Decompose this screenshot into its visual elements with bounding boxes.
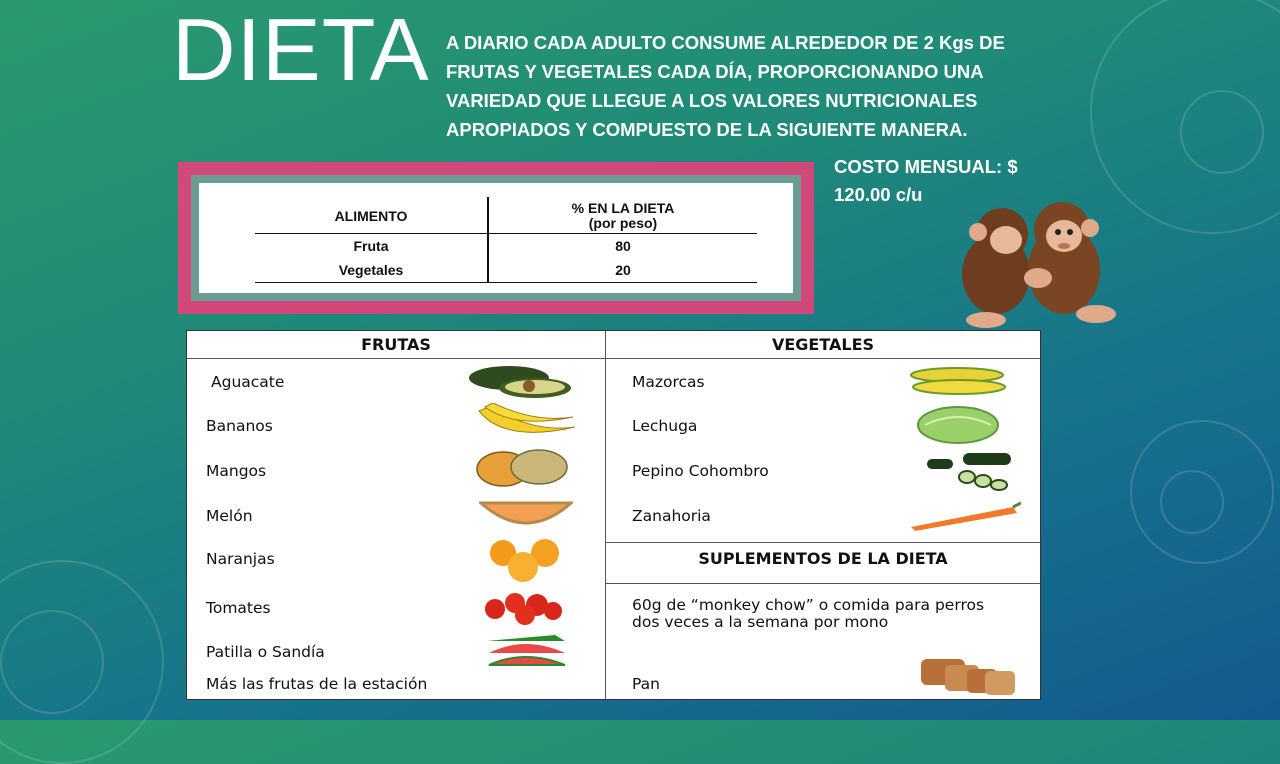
vegetable-item: Lechuga <box>632 417 698 435</box>
bread-icon <box>915 655 1021 697</box>
diet-header-food: ALIMENTO <box>255 197 488 234</box>
slide-title: DIETA <box>172 0 430 99</box>
fruit-item: Patilla o Sandía <box>206 643 325 661</box>
diet-row-food: Vegetales <box>255 258 488 283</box>
carrot-icon <box>909 501 1021 531</box>
vegetable-item: Zanahoria <box>632 507 711 525</box>
oranges-icon <box>483 539 573 583</box>
supplements-top-divider <box>605 542 1040 543</box>
fruit-item: Mangos <box>206 462 267 480</box>
fruit-item: Más las frutas de la estación <box>206 675 428 693</box>
fruit-item: Tomates <box>206 599 271 617</box>
header-divider <box>187 358 1040 359</box>
food-table <box>186 330 1041 700</box>
vegetable-item: Pepino Cohombro <box>632 462 769 480</box>
fruit-item: Bananos <box>206 417 273 435</box>
decorative-ring <box>1180 90 1264 174</box>
bananas-icon <box>475 403 579 443</box>
fruit-item: Aguacate <box>211 373 285 391</box>
diet-header-percent <box>488 197 757 234</box>
cucumber-icon <box>927 453 1013 491</box>
lettuce-icon <box>915 405 1001 445</box>
supplement-text: 60g de “monkey chow” o comida para perros dos veces a la semana por mono <box>632 596 985 631</box>
diet-row-percent: 80 <box>615 238 631 254</box>
mangos-icon <box>473 449 573 489</box>
vegetable-item: Mazorcas <box>632 373 705 391</box>
decorative-ring <box>0 610 104 714</box>
intro-text: A DIARIO CADA ADULTO CONSUME ALREDEDOR DE 2 Kgs DE FRUTAS Y VEGETALES CADA DÍA, PROPORCIONANDO UNA VARIEDAD QUE LLEGUE A LOS VALORES NUTRICIONALES APROPIADOS Y COMPUESTO DE LA SIGUIENTE MANERA. <box>446 32 1005 140</box>
supplement-bread: Pan <box>632 675 660 693</box>
supplements-bottom-divider <box>605 583 1040 584</box>
vegetables-header: VEGETALES <box>771 335 875 354</box>
tomatoes-icon <box>481 589 567 625</box>
monkeys-illustration <box>946 196 1122 330</box>
watermelon-icon <box>485 631 567 667</box>
fruit-item: Melón <box>206 507 253 525</box>
diet-table-panel <box>199 183 793 293</box>
fruits-header: FRUTAS <box>361 335 431 354</box>
diet-row-food: Fruta <box>255 234 488 259</box>
diet-percent-table <box>255 197 757 283</box>
corn-icon <box>909 365 1009 399</box>
melon-icon <box>479 497 573 533</box>
avocado-icon <box>467 364 573 400</box>
column-divider <box>605 331 606 699</box>
diet-header-percent-sub: (por peso) <box>588 215 658 231</box>
decorative-ring <box>1160 470 1224 534</box>
diet-row-percent: 20 <box>488 258 757 283</box>
diet-table-frame <box>178 162 814 314</box>
supplements-header: SUPLEMENTOS DE LA DIETA <box>698 549 948 568</box>
monthly-cost: COSTO MENSUAL: $ 120.00 c/u <box>834 156 1018 205</box>
diet-table-inner-border <box>191 175 801 301</box>
diet-header-percent-label: % EN LA DIETA <box>571 200 675 216</box>
fruit-item: Naranjas <box>206 550 275 568</box>
